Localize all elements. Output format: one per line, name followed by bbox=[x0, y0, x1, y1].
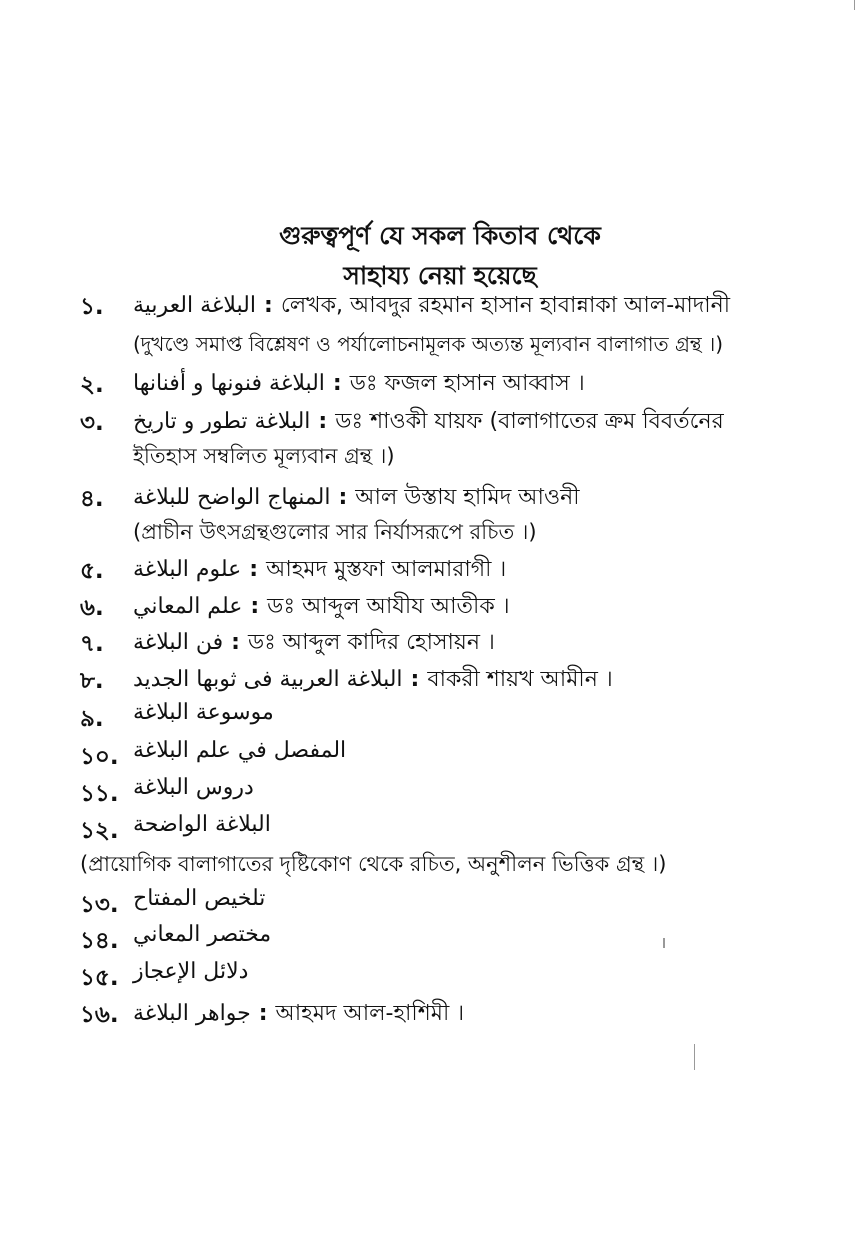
item-line bbox=[133, 959, 248, 984]
separator: : bbox=[258, 1001, 268, 1026]
list-item bbox=[0, 404, 868, 438]
item-line bbox=[133, 812, 271, 837]
author-text: বাকরী শায়খ আমীন । bbox=[427, 667, 613, 692]
section-note: (প্রায়োগিক বালাগাতের দৃষ্টিকোণ থেকে রচিত, অনুশীলন ভিত্তিক গ্রন্থ ।) bbox=[80, 852, 667, 876]
item-line bbox=[133, 552, 506, 589]
list-item bbox=[0, 662, 868, 696]
arabic-title: المنهاج الواضح للبلاغة bbox=[133, 485, 331, 510]
item-number: ৯. bbox=[80, 706, 104, 732]
item-number: ৬. bbox=[80, 595, 104, 621]
list-item bbox=[0, 700, 868, 734]
item-line bbox=[133, 404, 724, 441]
separator: : bbox=[410, 667, 420, 692]
item-line bbox=[133, 775, 254, 800]
item-number: ৭. bbox=[80, 631, 104, 657]
separator: : bbox=[249, 557, 259, 582]
author-text: ডঃ ফজল হাসান আব্বাস । bbox=[349, 371, 585, 396]
list-item bbox=[0, 996, 868, 1030]
item-number: ১২. bbox=[80, 818, 119, 844]
list-item bbox=[0, 480, 868, 514]
item-number: ১৫. bbox=[80, 965, 119, 991]
separator: : bbox=[332, 371, 342, 396]
separator: : bbox=[231, 630, 240, 655]
item-number: ১১. bbox=[80, 781, 119, 807]
list-item bbox=[0, 922, 868, 956]
author-text: আহমদ আল-হাশিমী । bbox=[275, 1001, 465, 1026]
author-text: লেখক, আবদুর রহমান হাসান হাবান্নাকা আল-মাদানী bbox=[280, 293, 731, 318]
arabic-title: البلاغة العربية فى ثوبها الجديد bbox=[133, 667, 403, 692]
arabic-title: جواهر البلاغة bbox=[133, 1001, 251, 1026]
author-text: ডঃ শাওকী যায়ফ (বালাগাতের ক্রম বিবর্তনের bbox=[335, 409, 724, 434]
item-number: ১৩. bbox=[80, 892, 119, 918]
author-text: ডঃ আব্দুল কাদির হোসায়ন । bbox=[247, 630, 495, 655]
list-item bbox=[0, 552, 868, 586]
item-number: ১. bbox=[80, 294, 104, 320]
item-note: (দুখণ্ডে সমাপ্ত বিশ্লেষণ ও পর্যালোচনামূলক অত্যন্ত মূল্যবান বালাগাত গ্রন্থ ।) bbox=[133, 332, 724, 356]
heading-line-2: সাহায্য নেয়া হয়েছে bbox=[343, 261, 537, 290]
author-text: ডঃ আব্দুল আযীয আতীক । bbox=[267, 594, 510, 619]
item-note: ইতিহাস সম্বলিত মূল্যবান গ্রন্থ ।) bbox=[133, 444, 395, 468]
list-item bbox=[0, 959, 868, 993]
arabic-title: مختصر المعاني bbox=[133, 922, 272, 947]
list-item bbox=[0, 589, 868, 623]
list-item bbox=[0, 886, 868, 920]
item-line bbox=[133, 996, 464, 1033]
item-number: ৮. bbox=[80, 668, 104, 694]
list-item bbox=[0, 812, 868, 846]
arabic-title: دلائل الإعجاز bbox=[133, 959, 249, 984]
item-number: ২. bbox=[80, 372, 104, 398]
separator: : bbox=[318, 409, 328, 434]
scan-mark bbox=[854, 0, 855, 10]
arabic-title: فن البلاغة bbox=[133, 630, 224, 655]
list-item bbox=[0, 366, 868, 400]
list-item bbox=[0, 288, 868, 322]
item-line bbox=[133, 288, 730, 325]
arabic-title: البلاغة العربية bbox=[133, 293, 256, 318]
list-item bbox=[0, 625, 868, 659]
item-number: ১০. bbox=[80, 744, 119, 770]
arabic-title: علوم البلاغة bbox=[133, 557, 242, 582]
item-line bbox=[133, 662, 613, 699]
arabic-title: البلاغة الواضحة bbox=[133, 812, 271, 837]
item-number: ৫. bbox=[80, 558, 104, 584]
item-number: ৩. bbox=[80, 410, 104, 436]
item-line bbox=[133, 480, 580, 517]
separator: : bbox=[338, 485, 348, 510]
item-line bbox=[133, 886, 265, 911]
separator: : bbox=[264, 293, 273, 318]
item-line bbox=[133, 589, 510, 626]
list-item bbox=[0, 738, 868, 772]
author-text: আহমদ মুস্তফা আলমারাগী । bbox=[266, 557, 507, 582]
item-line bbox=[133, 922, 271, 947]
arabic-title: موسوعة البلاغة bbox=[133, 700, 274, 725]
scan-mark bbox=[663, 938, 665, 948]
arabic-title: دروس البلاغة bbox=[133, 775, 254, 800]
item-number: ১৬. bbox=[80, 1002, 119, 1028]
arabic-title: البلاغة فنونها و أفنانها bbox=[133, 371, 325, 396]
item-line bbox=[133, 366, 585, 403]
arabic-title: البلاغة تطور و تاريخ bbox=[133, 409, 311, 434]
arabic-title: علم المعاني bbox=[133, 594, 243, 619]
arabic-title: تلخيص المفتاح bbox=[133, 886, 266, 911]
list-item bbox=[0, 775, 868, 809]
item-line bbox=[133, 625, 495, 662]
scan-mark bbox=[694, 1044, 695, 1070]
item-note: (প্রাচীন উৎসগ্রন্থগুলোর সার নির্যাসরূপে রচিত ।) bbox=[133, 520, 537, 544]
item-number: ১৪. bbox=[80, 928, 119, 954]
item-line bbox=[133, 738, 346, 763]
arabic-title: المفصل في علم البلاغة bbox=[133, 738, 347, 763]
author-text: আল উস্তায হামিদ আওনী bbox=[355, 485, 580, 510]
item-line bbox=[133, 700, 274, 725]
separator: : bbox=[250, 594, 260, 619]
item-number: ৪. bbox=[80, 486, 104, 512]
heading-line-1: গুরুত্বপূর্ণ যে সকল কিতাব থেকে bbox=[279, 221, 601, 250]
